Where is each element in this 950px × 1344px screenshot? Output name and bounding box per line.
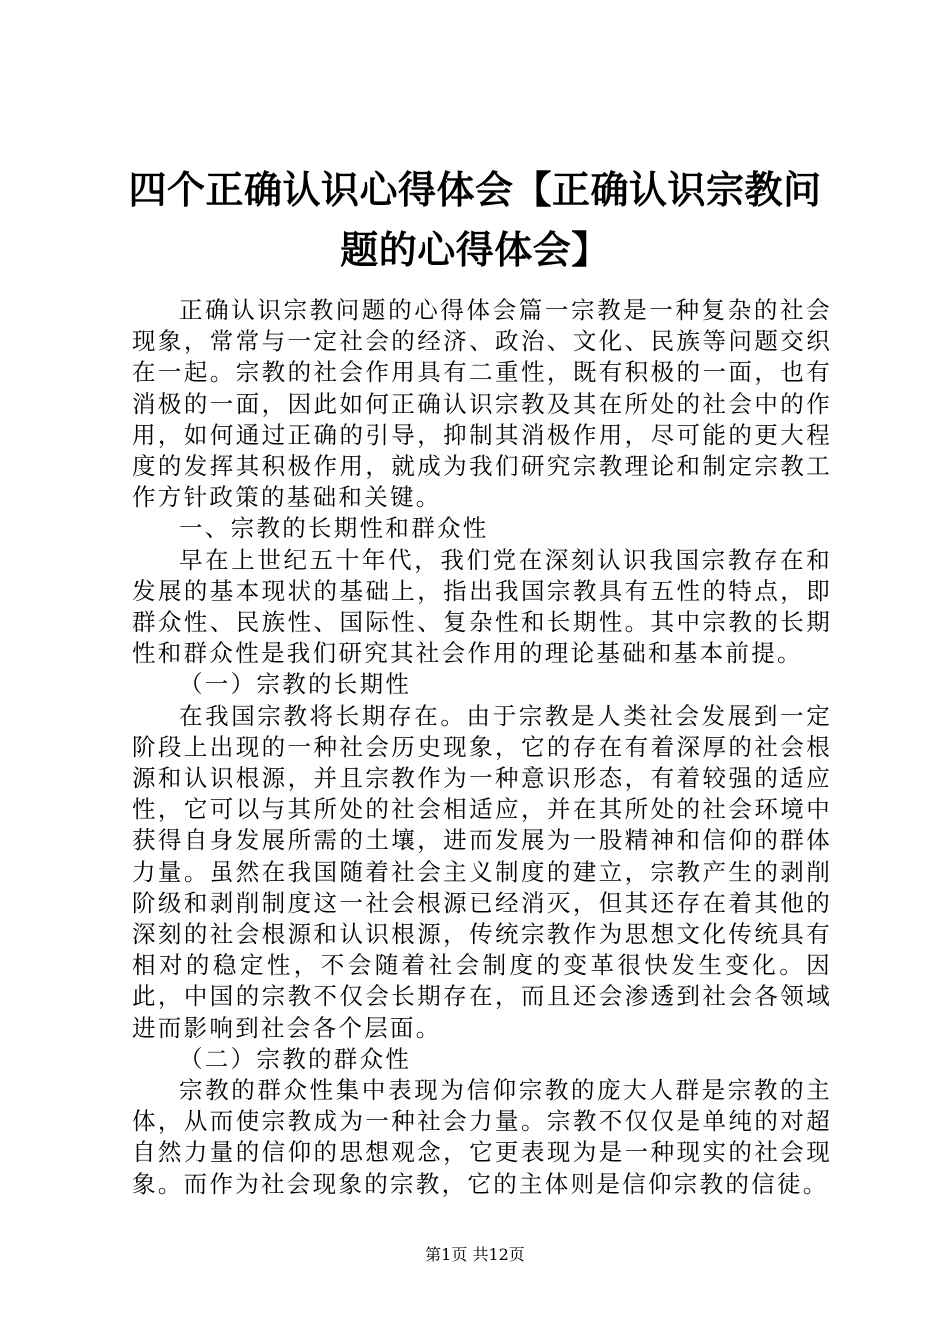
- section-heading-1: 一、宗教的长期性和群众性: [179, 514, 489, 543]
- subsection-heading-1: （一）宗教的长期性: [179, 670, 412, 699]
- paragraph-five-traits: 早在上世纪五十年代，我们党在深刻认识我国宗教存在和发展的基本现状的基础上，指出我国宗教具有五性的特点，即群众性、民族性、国际性、复杂性和长期性。其中宗教的长期性和群众性是我们研究其社会作用的理论基础和基本前提。: [132, 545, 832, 668]
- document-body: [132, 295, 832, 1200]
- subsection-heading-2: （二）宗教的群众性: [179, 1044, 412, 1073]
- page-footer: 第1页 共12页: [425, 1245, 525, 1264]
- document-title: 四个正确认识心得体会【正确认识宗教问题的心得体会】: [128, 167, 822, 272]
- paragraph-mass-nature: 宗教的群众性集中表现为信仰宗教的庞大人群是宗教的主体，从而使宗教成为一种社会力量。宗教不仅仅是单纯的对超自然力量的信仰的思想观念，它更表现为是一种现实的社会现象。而作为社会现象的宗教，它的主体则是信仰宗教的信徒。: [132, 1076, 832, 1198]
- paragraph-intro: 正确认识宗教问题的心得体会篇一宗教是一种复杂的社会现象，常常与一定社会的经济、政治、文化、民族等问题交织在一起。宗教的社会作用具有二重性，既有积极的一面，也有消极的一面，因此如何正确认识宗教及其在所处的社会中的作用，如何通过正确的引导，抑制其消极作用，尽可能的更大程度的发挥其积极作用，就成为我们研究宗教理论和制定宗教工作方针政策的基础和关键。: [132, 296, 832, 512]
- paragraph-long-term: 在我国宗教将长期存在。由于宗教是人类社会发展到一定阶段上出现的一种社会历史现象，它的存在有着深厚的社会根源和认识根源，并且宗教作为一种意识形态，有着较强的适应性，它可以与其所处的社会相适应，并在其所处的社会环境中获得自身发展所需的土壤，进而发展为一股精神和信仰的群体力量。虽然在我国随着社会主义制度的建立，宗教产生的剥削阶级和剥削制度这一社会根源已经消灭，但其还存在着其他的深刻的社会根源和认识根源，传统宗教作为思想文化传统具有相对的稳定性，不会随着社会制度的变革很快发生变化。因此，中国的宗教不仅会长期存在，而且还会渗透到社会各领域进而影响到社会各个层面。: [132, 701, 832, 1042]
